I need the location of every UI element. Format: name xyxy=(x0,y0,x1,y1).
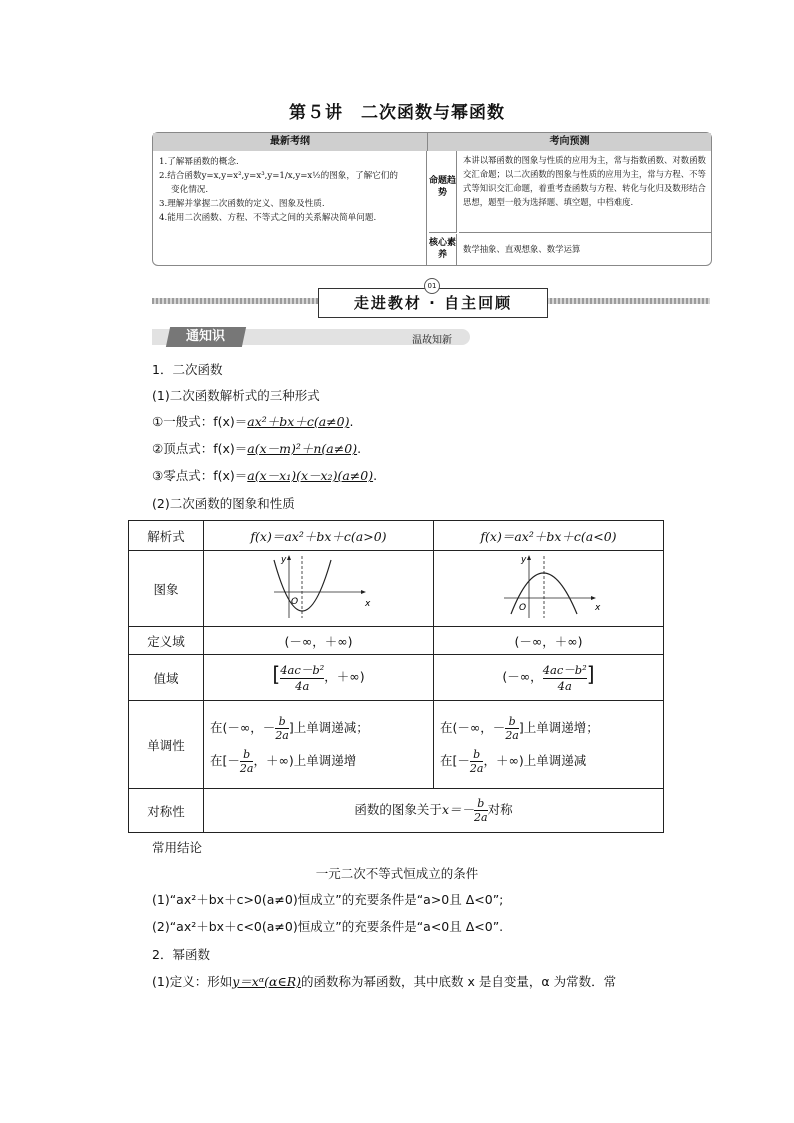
trend-label: 命题趋势 xyxy=(429,151,457,233)
outline-box xyxy=(152,132,712,266)
conclusion-heading: 一元二次不等式恒成立的条件 xyxy=(315,866,479,881)
banner-stripe-right xyxy=(546,298,710,304)
symmetry-cell: 函数的图象关于x＝－ $\frac{b}{2a}$ 对称 xyxy=(204,789,664,833)
mono-line: 在(－∞，－ $\frac{b}{2a}$ ]上单调递减； xyxy=(210,714,369,742)
mono-line: 在(－∞，－ $\frac{b}{2a}$ ]上单调递增； xyxy=(440,714,599,742)
table-row xyxy=(129,655,664,701)
properties-table xyxy=(128,520,664,833)
y-axis-arrow xyxy=(287,555,291,560)
conclusion-line-1: (1)“ax²＋bx＋c>0(a≠0)恒成立”的充要条件是“a>0且 Δ<0”; xyxy=(152,892,504,907)
row-label: 解析式 xyxy=(129,521,204,551)
x-axis-arrow xyxy=(361,590,366,594)
outline-item: 3.理解并掌握二次函数的定义、图象及性质. xyxy=(159,199,325,209)
formula-a-neg: f(x)＝ax²＋bx＋c(a<0) xyxy=(434,521,664,551)
row-label: 值域 xyxy=(129,655,204,701)
outline-right-header: 考向预测 xyxy=(428,133,711,151)
outline-left-header: 最新考纲 xyxy=(153,133,428,151)
graph-downward-parabola xyxy=(499,552,599,622)
outline-item: 变化情况. xyxy=(171,185,209,195)
row-label: 图象 xyxy=(129,551,204,627)
monotonicity-a-neg xyxy=(434,701,664,789)
range-a-pos: [ $\frac{\text{4ac－b²}}{4a}$ ，＋∞) xyxy=(204,655,434,701)
heading-three-forms: (1)二次函数解析式的三种形式 xyxy=(152,388,320,403)
form-zero: ③零点式：f(x)＝a(x－x₁)(x－x₂)(a≠0). xyxy=(152,468,378,483)
outline-item: 1.了解幂函数的概念. xyxy=(159,157,239,167)
form-general: ①一般式：f(x)＝ax²＋bx＋c(a≠0). xyxy=(152,414,354,429)
section-badge: 01 xyxy=(424,278,440,294)
power-definition: (1)定义：形如y＝xᵅ(α∈R)的函数称为幂函数，其中底数 x 是自变量，α 为常数．常 xyxy=(152,974,617,989)
heading-quadratic: 1．二次函数 xyxy=(152,362,223,377)
outline-items xyxy=(153,151,427,265)
page-title: 第５讲 二次函数与幂函数 xyxy=(289,103,505,123)
heading-power-function: 2．幂函数 xyxy=(152,947,210,962)
core-text: 数学抽象、直观想象、数学运算 xyxy=(463,244,581,254)
y-label: y xyxy=(280,555,286,565)
x-label: x xyxy=(594,603,600,613)
graph-cell-a-neg xyxy=(434,551,664,627)
banner-stripe-left xyxy=(152,298,318,304)
tag-label: 通知识 xyxy=(166,327,246,347)
row-label: 对称性 xyxy=(129,789,204,833)
table-row xyxy=(129,551,664,627)
y-label: y xyxy=(520,555,526,565)
x-label: x xyxy=(364,599,370,609)
table-row xyxy=(129,789,664,833)
origin-label: O xyxy=(518,603,526,613)
mono-line: 在[－ $\frac{b}{2a}$ ，＋∞)上单调递增 xyxy=(210,747,357,775)
x-axis-arrow xyxy=(591,596,596,600)
y-axis-arrow xyxy=(527,555,531,560)
formula-a-pos: f(x)＝ax²＋bx＋c(a>0) xyxy=(204,521,434,551)
section-banner: 走进教材 · 自主回顾 xyxy=(318,288,548,318)
graph-cell-a-pos xyxy=(204,551,434,627)
outline-item: 2.结合函数y=x,y=x²,y=x³,y=1/x,y=x½的图象，了解它们的 xyxy=(159,171,398,181)
monotonicity-a-pos xyxy=(204,701,434,789)
origin-label: O xyxy=(290,597,298,607)
conclusion-line-2: (2)“ax²＋bx＋c<0(a≠0)恒成立”的充要条件是“a<0且 Δ<0”. xyxy=(152,919,504,934)
heading-graph-properties: (2)二次函数的图象和性质 xyxy=(152,496,295,511)
range-a-neg: (－∞， $\frac{\text{4ac－b²}}{4a}$ ] xyxy=(434,655,664,701)
mono-line: 在[－ $\frac{b}{2a}$ ，＋∞)上单调递减 xyxy=(440,747,587,775)
tag-right-text: 温故知新 xyxy=(412,335,452,346)
outline-item: 4.能用二次函数、方程、不等式之间的关系解决简单问题. xyxy=(159,213,377,223)
core-label: 核心素养 xyxy=(429,234,457,265)
form-vertex: ②顶点式：f(x)＝a(x－m)²＋n(a≠0). xyxy=(152,441,362,456)
domain-a-pos: (－∞，＋∞) xyxy=(204,627,434,655)
table-row xyxy=(129,521,664,551)
parabola-curve xyxy=(274,560,331,611)
row-label: 单调性 xyxy=(129,701,204,789)
row-label: 定义域 xyxy=(129,627,204,655)
table-row xyxy=(129,627,664,655)
trend-text: 本讲以幂函数的图象与性质的应用为主，常与指数函数、对数函数交汇命题；以二次函数的图象与性质的应用为主，常与方程、不等式等知识交汇命题，着重考查函数与方程、转化与化归及数形结合思想，题型一般为选择题、填空题，中档难度. xyxy=(459,151,711,233)
conclusion-label: 常用结论 xyxy=(152,840,203,855)
graph-upward-parabola xyxy=(269,552,369,622)
table-row xyxy=(129,701,664,789)
domain-a-neg: (－∞，＋∞) xyxy=(434,627,664,655)
